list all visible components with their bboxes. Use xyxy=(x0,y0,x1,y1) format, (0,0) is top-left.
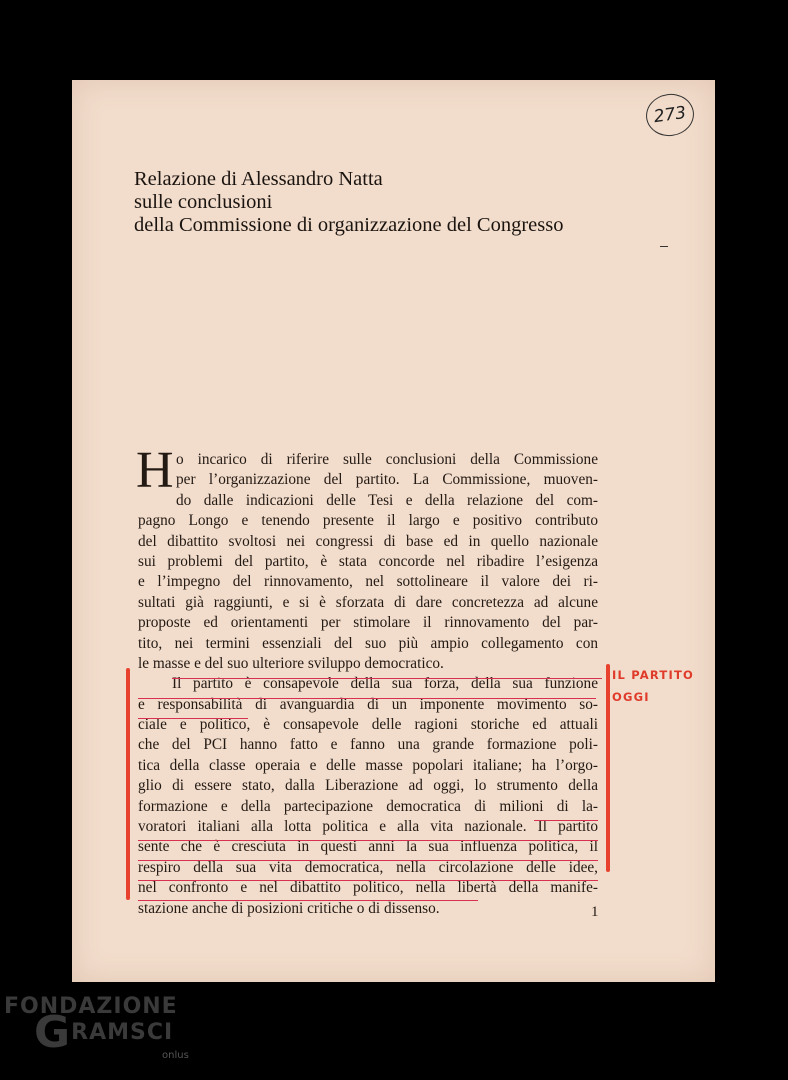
text-line: e l’impegno del rinnovamento, nel sottolineare il valore dei ri- xyxy=(138,573,598,591)
text-line: pagno Longo e tenendo presente il largo e positivo contributo xyxy=(138,512,598,530)
handwritten-underline xyxy=(138,840,598,841)
archive-number-stamp: 273 xyxy=(643,91,696,139)
handwritten-underline xyxy=(534,820,598,821)
title-line: della Commissione di organizzazione del Congresso xyxy=(134,214,564,236)
title-line: Relazione di Alessandro Natta xyxy=(134,168,383,190)
text-line: Il partito è consapevole della sua forza, della sua funzione xyxy=(172,675,598,693)
logo-line-2-text: RAMSCI xyxy=(71,1020,174,1045)
title-line: sulle conclusioni xyxy=(134,191,273,213)
text-line: sultati già raggiunti, e si è sforzata di dare concretezza ad alcune xyxy=(138,593,598,611)
text-line: del dibattito svoltosi nei congressi di base ed in quello nazionale xyxy=(138,532,598,550)
margin-note-line: IL PARTITO xyxy=(612,668,694,682)
text-line: stazione anche di posizioni critiche o di dissenso. xyxy=(138,899,440,917)
text-line: che del PCI hanno fatto e fanno una grande formazione poli- xyxy=(138,736,598,754)
body-text xyxy=(136,442,598,919)
logo-sub: onlus xyxy=(162,1050,189,1061)
handwritten-underline xyxy=(138,880,598,881)
handwritten-underline xyxy=(172,678,602,679)
margin-bar-left xyxy=(126,668,130,900)
text-line: e responsabilità di avanguardia di un imponente movimento so- xyxy=(138,695,598,713)
logo-g: G xyxy=(34,1007,72,1058)
text-line: proposte ed orientamenti per stimolare il rinnovamento del par- xyxy=(138,614,598,632)
handwritten-underline xyxy=(138,900,478,901)
handwritten-underline xyxy=(138,718,248,719)
text-line: ciale e politico, è consapevole delle ragioni storiche ed attuali xyxy=(138,716,598,734)
logo-line-2 xyxy=(34,1007,174,1058)
text-line: tica della classe operaia e delle masse popolari italiane; ha l’orgo- xyxy=(138,756,598,774)
text-line: o incarico di riferire sulle conclusioni della Commissione xyxy=(176,451,598,468)
text-line: voratori italiani alla lotta politica e alla vita nazionale. Il partito xyxy=(138,818,598,836)
handwritten-underline xyxy=(138,698,596,699)
text-line: nel confronto e nel dibattito politico, nella libertà della manife- xyxy=(138,879,598,897)
text-line: sui problemi del partito, è stata concorde nel ribadire l’esigenza xyxy=(138,552,598,570)
margin-note-line: OGGI xyxy=(612,690,650,704)
drop-cap: H xyxy=(136,442,174,499)
text-line: le masse e del suo ulteriore sviluppo democratico. xyxy=(138,654,444,672)
paragraph-1 xyxy=(136,442,598,674)
margin-bar-right xyxy=(606,664,610,872)
text-line: sente che è cresciuta in questi anni la sua influenza politica, il xyxy=(138,838,598,856)
text-line: tito, nei termini essenziali del suo più ampio collegamento con xyxy=(138,634,598,652)
mark-dash xyxy=(660,246,668,247)
text-line: formazione e della partecipazione democratica di milioni di la- xyxy=(138,797,598,815)
page-number: 1 xyxy=(591,904,599,920)
margin-note xyxy=(612,664,694,708)
text-line: do dalle indicazioni delle Tesi e della relazione del com- xyxy=(176,491,598,509)
fondazione-gramsci-logo xyxy=(4,994,189,1061)
paragraph-2 xyxy=(138,674,598,919)
document-title xyxy=(134,168,614,237)
handwritten-underline xyxy=(138,860,598,861)
text-line: glio di essere stato, dalla Liberazione ad oggi, lo strumento della xyxy=(138,777,598,795)
text-line: per l’organizzazione del partito. La Commissione, muoven- xyxy=(176,471,598,489)
logo-line-1: FONDAZIONE xyxy=(4,994,178,1019)
text-line: respiro della sua vita democratica, nella circolazione delle idee, xyxy=(138,858,598,876)
